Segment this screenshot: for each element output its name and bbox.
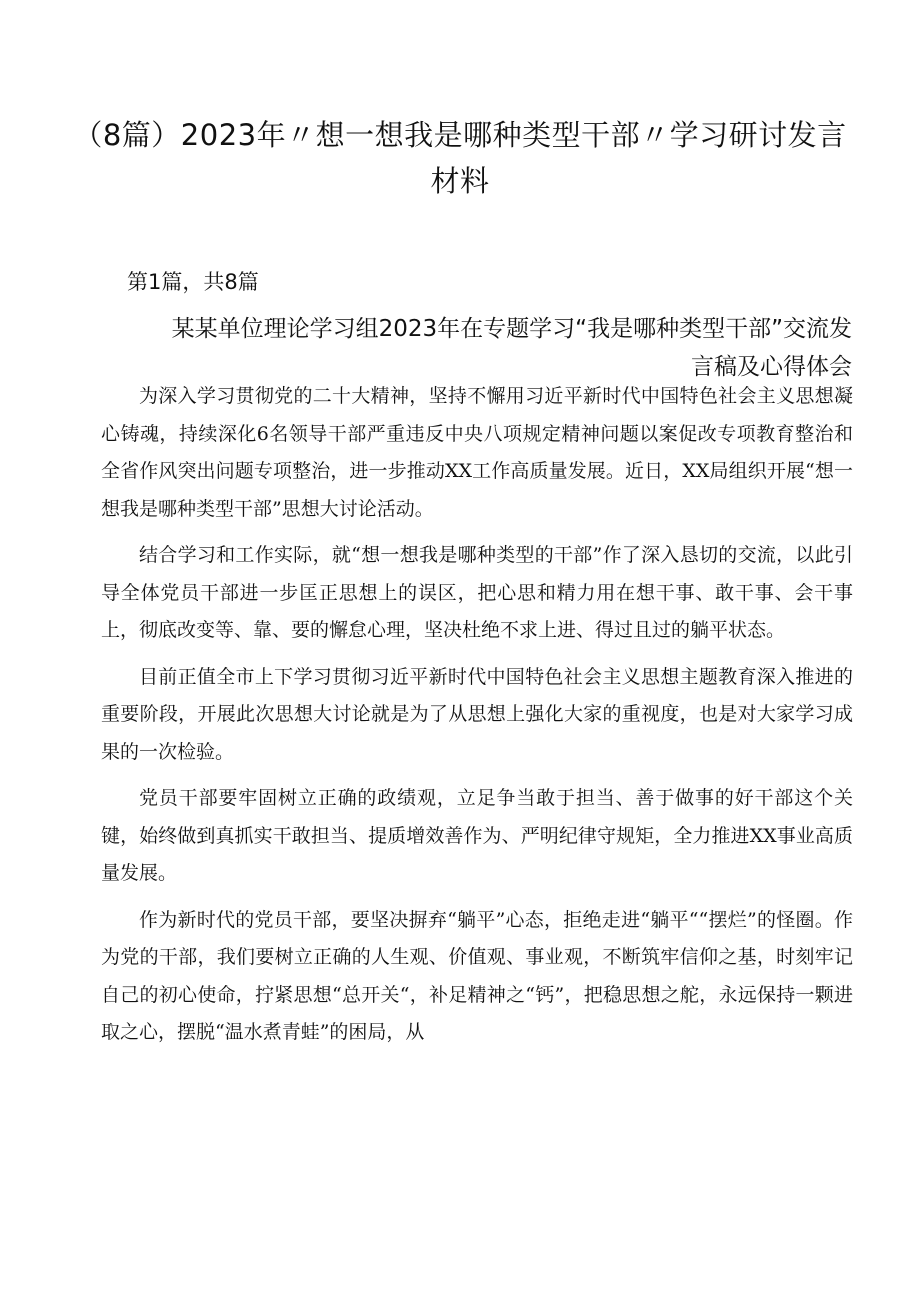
- article-title: 某某单位理论学习组2023年在专题学习“我是哪种类型干部”交流发言稿及心得体会: [171, 316, 852, 380]
- body-paragraph: 为深入学习贯彻党的二十大精神，坚持不懈用习近平新时代中国特色社会主义思想凝心铸魂，持续深化6名领导干部严重违反中央八项规定精神问题以案促改专项教育整治和全省作风突出问题专项整治，进一步推动XX工作高质量发展。近日，XX局组织开展“想一想我是哪种类型干部”思想大讨论活动。: [101, 385, 853, 520]
- body-paragraph: 结合学习和工作实际，就“想一想我是哪种类型的干部”作了深入恳切的交流，以此引导全体党员干部进一步匡正思想上的误区，把心思和精力用在想干事、敢干事、会干事上，彻底改变等、靠、要的懈怠心理，坚决杜绝不求上进、得过且过的躺平状态。: [101, 544, 853, 641]
- body-paragraph: 党员干部要牢固树立正确的政绩观，立足争当敢于担当、善于做事的好干部这个关键，始终做到真抓实干敢担当、提质增效善作为、严明纪律守规矩，全力推进XX事业高质量发展。: [101, 787, 853, 884]
- article-body: [101, 378, 853, 1061]
- body-paragraph: 目前正值全市上下学习贯彻习近平新时代中国特色社会主义思想主题教育深入推进的重要阶段，开展此次思想大讨论就是为了从思想上强化大家的重视度，也是对大家学习成果的一次检验。: [101, 665, 853, 763]
- body-paragraph: 作为新时代的党员干部，要坚决摒弃“躺平”心态，拒绝走进“躺平““摆烂”的怪圈。作为党的干部，我们要树立正确的人生观、价值观、事业观，不断筑牢信仰之基，时刻牢记自己的初心使命，拧紧思想“总开关“，补足精神之“钙”，把稳思想之舵，永远保持一颗进取之心，摆脱“温水煮青蛙”的困局，从: [101, 908, 853, 1043]
- part-label: 第1篇，共8篇: [127, 270, 259, 294]
- document-title: （8篇）2023年〃想一想我是哪种类型干部〃学习研讨发言材料: [73, 118, 847, 198]
